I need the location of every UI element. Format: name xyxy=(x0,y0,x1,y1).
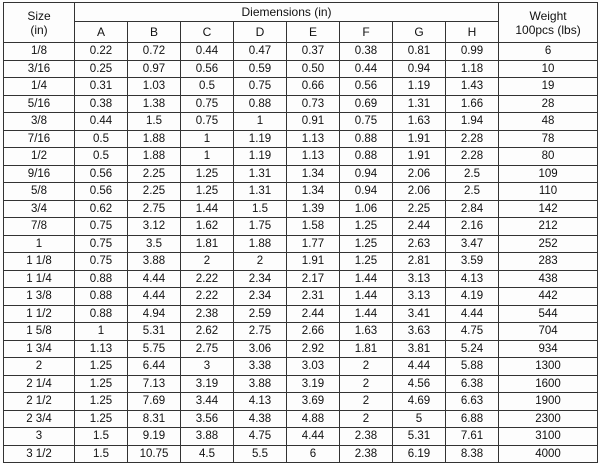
e-cell: 1.39 xyxy=(287,200,340,218)
a-cell: 0.88 xyxy=(75,305,128,323)
b-cell: 0.97 xyxy=(128,60,181,78)
g-cell: 2.44 xyxy=(393,218,446,236)
size-column-header xyxy=(4,3,75,43)
e-cell: 0.66 xyxy=(287,78,340,96)
column-header-c: C xyxy=(181,22,234,43)
size-cell: 2 1/4 xyxy=(4,375,75,393)
g-cell: 4.44 xyxy=(393,358,446,376)
h-cell: 1.43 xyxy=(446,78,499,96)
b-cell: 0.72 xyxy=(128,43,181,61)
weight-cell: 142 xyxy=(499,200,598,218)
size-cell: 1 xyxy=(4,235,75,253)
a-cell: 0.88 xyxy=(75,270,128,288)
b-cell: 8.31 xyxy=(128,410,181,428)
d-cell: 0.59 xyxy=(234,60,287,78)
weight-cell: 6 xyxy=(499,43,598,61)
c-cell: 1 xyxy=(181,130,234,148)
size-cell: 2 1/2 xyxy=(4,393,75,411)
weight-cell: 78 xyxy=(499,130,598,148)
weight-cell: 283 xyxy=(499,253,598,271)
c-cell: 3.44 xyxy=(181,393,234,411)
f-cell: 0.94 xyxy=(340,165,393,183)
d-cell: 0.75 xyxy=(234,78,287,96)
table-row xyxy=(4,428,598,446)
d-cell: 1.31 xyxy=(234,183,287,201)
g-cell: 1.91 xyxy=(393,148,446,166)
b-cell: 1.88 xyxy=(128,130,181,148)
e-cell: 3.69 xyxy=(287,393,340,411)
size-cell: 9/16 xyxy=(4,165,75,183)
g-cell: 0.94 xyxy=(393,60,446,78)
f-cell: 1.25 xyxy=(340,235,393,253)
f-cell: 1.63 xyxy=(340,323,393,341)
d-cell: 3.88 xyxy=(234,375,287,393)
c-cell: 2 xyxy=(181,253,234,271)
b-cell: 2.25 xyxy=(128,165,181,183)
size-cell: 3/16 xyxy=(4,60,75,78)
table-row xyxy=(4,445,598,463)
a-cell: 0.62 xyxy=(75,200,128,218)
h-cell: 3.47 xyxy=(446,235,499,253)
f-cell: 1.44 xyxy=(340,270,393,288)
g-cell: 3.13 xyxy=(393,288,446,306)
table-row xyxy=(4,270,598,288)
table-header xyxy=(4,3,598,43)
g-cell: 6.19 xyxy=(393,445,446,463)
f-cell: 0.44 xyxy=(340,60,393,78)
f-cell: 1.06 xyxy=(340,200,393,218)
b-cell: 1.88 xyxy=(128,148,181,166)
c-cell: 0.5 xyxy=(181,78,234,96)
g-cell: 2.06 xyxy=(393,183,446,201)
b-cell: 4.44 xyxy=(128,288,181,306)
weight-cell: 4000 xyxy=(499,445,598,463)
size-cell: 2 3/4 xyxy=(4,410,75,428)
c-cell: 2.75 xyxy=(181,340,234,358)
table-row xyxy=(4,60,598,78)
b-cell: 6.44 xyxy=(128,358,181,376)
a-cell: 0.56 xyxy=(75,183,128,201)
size-cell: 2 xyxy=(4,358,75,376)
b-cell: 1.03 xyxy=(128,78,181,96)
weight-cell: 704 xyxy=(499,323,598,341)
f-cell: 1.44 xyxy=(340,288,393,306)
g-cell: 0.81 xyxy=(393,43,446,61)
h-cell: 5.88 xyxy=(446,358,499,376)
f-cell: 1.44 xyxy=(340,305,393,323)
f-cell: 0.69 xyxy=(340,95,393,113)
size-cell: 5/8 xyxy=(4,183,75,201)
c-cell: 4.5 xyxy=(181,445,234,463)
b-cell: 2.25 xyxy=(128,183,181,201)
g-cell: 4.56 xyxy=(393,375,446,393)
a-cell: 0.44 xyxy=(75,113,128,131)
weight-cell: 80 xyxy=(499,148,598,166)
b-cell: 9.19 xyxy=(128,428,181,446)
b-cell: 5.31 xyxy=(128,323,181,341)
a-cell: 1.13 xyxy=(75,340,128,358)
size-cell: 7/16 xyxy=(4,130,75,148)
g-cell: 3.13 xyxy=(393,270,446,288)
weight-cell: 1600 xyxy=(499,375,598,393)
b-cell: 7.13 xyxy=(128,375,181,393)
size-cell: 1/4 xyxy=(4,78,75,96)
table-row xyxy=(4,183,598,201)
h-cell: 2.5 xyxy=(446,165,499,183)
h-cell: 6.63 xyxy=(446,393,499,411)
h-cell: 4.13 xyxy=(446,270,499,288)
f-cell: 2 xyxy=(340,393,393,411)
h-cell: 7.61 xyxy=(446,428,499,446)
e-cell: 0.73 xyxy=(287,95,340,113)
table-row xyxy=(4,323,598,341)
e-cell: 1.77 xyxy=(287,235,340,253)
h-cell: 2.16 xyxy=(446,218,499,236)
g-cell: 5 xyxy=(393,410,446,428)
column-header-b: B xyxy=(128,22,181,43)
c-cell: 2.38 xyxy=(181,305,234,323)
c-cell: 1.62 xyxy=(181,218,234,236)
c-cell: 0.75 xyxy=(181,113,234,131)
b-cell: 4.94 xyxy=(128,305,181,323)
weight-cell: 28 xyxy=(499,95,598,113)
d-cell: 1.19 xyxy=(234,130,287,148)
h-cell: 2.5 xyxy=(446,183,499,201)
h-cell: 4.75 xyxy=(446,323,499,341)
a-cell: 0.25 xyxy=(75,60,128,78)
weight-cell: 212 xyxy=(499,218,598,236)
d-cell: 0.47 xyxy=(234,43,287,61)
weight-cell: 10 xyxy=(499,60,598,78)
e-cell: 4.44 xyxy=(287,428,340,446)
f-cell: 0.88 xyxy=(340,130,393,148)
h-cell: 6.38 xyxy=(446,375,499,393)
g-cell: 3.63 xyxy=(393,323,446,341)
c-cell: 2.62 xyxy=(181,323,234,341)
c-cell: 0.56 xyxy=(181,60,234,78)
weight-cell: 544 xyxy=(499,305,598,323)
e-cell: 2.31 xyxy=(287,288,340,306)
column-header-g: G xyxy=(393,22,446,43)
d-cell: 2.59 xyxy=(234,305,287,323)
f-cell: 1.25 xyxy=(340,218,393,236)
weight-cell: 48 xyxy=(499,113,598,131)
size-cell: 3 1/2 xyxy=(4,445,75,463)
a-cell: 1.5 xyxy=(75,428,128,446)
weight-cell: 934 xyxy=(499,340,598,358)
c-cell: 1.25 xyxy=(181,165,234,183)
h-cell: 5.24 xyxy=(446,340,499,358)
c-cell: 1.81 xyxy=(181,235,234,253)
dimensions-table xyxy=(3,2,598,463)
a-cell: 1.25 xyxy=(75,410,128,428)
e-cell: 0.50 xyxy=(287,60,340,78)
d-cell: 2.34 xyxy=(234,288,287,306)
e-cell: 3.03 xyxy=(287,358,340,376)
weight-cell: 1900 xyxy=(499,393,598,411)
g-cell: 1.63 xyxy=(393,113,446,131)
d-cell: 3.06 xyxy=(234,340,287,358)
d-cell: 2 xyxy=(234,253,287,271)
g-cell: 1.31 xyxy=(393,95,446,113)
weight-cell: 1300 xyxy=(499,358,598,376)
d-cell: 1.88 xyxy=(234,235,287,253)
h-cell: 3.59 xyxy=(446,253,499,271)
d-cell: 1 xyxy=(234,113,287,131)
c-cell: 0.44 xyxy=(181,43,234,61)
h-cell: 4.44 xyxy=(446,305,499,323)
a-cell: 0.38 xyxy=(75,95,128,113)
c-cell: 3.56 xyxy=(181,410,234,428)
b-cell: 5.75 xyxy=(128,340,181,358)
e-cell: 0.37 xyxy=(287,43,340,61)
g-cell: 2.63 xyxy=(393,235,446,253)
table-row xyxy=(4,305,598,323)
f-cell: 0.88 xyxy=(340,148,393,166)
g-cell: 2.25 xyxy=(393,200,446,218)
e-cell: 2.44 xyxy=(287,305,340,323)
e-cell: 1.91 xyxy=(287,253,340,271)
a-cell: 0.5 xyxy=(75,130,128,148)
d-cell: 2.34 xyxy=(234,270,287,288)
b-cell: 3.5 xyxy=(128,235,181,253)
f-cell: 2 xyxy=(340,410,393,428)
weight-cell: 438 xyxy=(499,270,598,288)
size-cell: 1 3/8 xyxy=(4,288,75,306)
g-cell: 3.41 xyxy=(393,305,446,323)
a-cell: 0.88 xyxy=(75,288,128,306)
d-cell: 1.5 xyxy=(234,200,287,218)
c-cell: 3 xyxy=(181,358,234,376)
e-cell: 0.91 xyxy=(287,113,340,131)
size-cell: 1/2 xyxy=(4,148,75,166)
e-cell: 1.58 xyxy=(287,218,340,236)
size-cell: 5/16 xyxy=(4,95,75,113)
a-cell: 0.22 xyxy=(75,43,128,61)
table-row xyxy=(4,130,598,148)
size-unit: (in) xyxy=(30,22,48,37)
weight-cell: 109 xyxy=(499,165,598,183)
g-cell: 1.91 xyxy=(393,130,446,148)
e-cell: 1.13 xyxy=(287,148,340,166)
table-body xyxy=(4,43,598,463)
d-cell: 0.88 xyxy=(234,95,287,113)
d-cell: 3.38 xyxy=(234,358,287,376)
a-cell: 0.75 xyxy=(75,253,128,271)
weight-cell: 3100 xyxy=(499,428,598,446)
size-cell: 1 5/8 xyxy=(4,323,75,341)
header-row-top xyxy=(4,3,598,22)
a-cell: 1.25 xyxy=(75,375,128,393)
table-row xyxy=(4,375,598,393)
b-cell: 10.75 xyxy=(128,445,181,463)
size-cell: 1 3/4 xyxy=(4,340,75,358)
table-row xyxy=(4,95,598,113)
a-cell: 1.25 xyxy=(75,393,128,411)
a-cell: 1.5 xyxy=(75,445,128,463)
weight-cell: 19 xyxy=(499,78,598,96)
table-row xyxy=(4,200,598,218)
table-row xyxy=(4,340,598,358)
e-cell: 1.13 xyxy=(287,130,340,148)
b-cell: 4.44 xyxy=(128,270,181,288)
h-cell: 1.66 xyxy=(446,95,499,113)
column-header-h: H xyxy=(446,22,499,43)
size-cell: 1 1/2 xyxy=(4,305,75,323)
size-cell: 1/8 xyxy=(4,43,75,61)
column-header-a: A xyxy=(75,22,128,43)
table-row xyxy=(4,393,598,411)
weight-column-header xyxy=(499,3,598,43)
e-cell: 1.34 xyxy=(287,183,340,201)
b-cell: 7.69 xyxy=(128,393,181,411)
h-cell: 0.99 xyxy=(446,43,499,61)
c-cell: 1.25 xyxy=(181,183,234,201)
f-cell: 2.38 xyxy=(340,428,393,446)
size-cell: 3/4 xyxy=(4,200,75,218)
b-cell: 1.38 xyxy=(128,95,181,113)
f-cell: 2 xyxy=(340,375,393,393)
d-cell: 4.75 xyxy=(234,428,287,446)
table-row xyxy=(4,288,598,306)
f-cell: 0.75 xyxy=(340,113,393,131)
g-cell: 5.31 xyxy=(393,428,446,446)
c-cell: 3.88 xyxy=(181,428,234,446)
size-cell: 7/8 xyxy=(4,218,75,236)
table-row xyxy=(4,78,598,96)
dimensions-group-header: Diemensions (in) xyxy=(75,3,499,22)
a-cell: 1.25 xyxy=(75,358,128,376)
e-cell: 3.19 xyxy=(287,375,340,393)
weight-cell: 110 xyxy=(499,183,598,201)
d-cell: 1.75 xyxy=(234,218,287,236)
a-cell: 0.75 xyxy=(75,235,128,253)
f-cell: 0.94 xyxy=(340,183,393,201)
column-header-f: F xyxy=(340,22,393,43)
d-cell: 5.5 xyxy=(234,445,287,463)
f-cell: 2.38 xyxy=(340,445,393,463)
column-header-e: E xyxy=(287,22,340,43)
e-cell: 2.17 xyxy=(287,270,340,288)
size-cell: 3 xyxy=(4,428,75,446)
a-cell: 0.31 xyxy=(75,78,128,96)
size-label: Size xyxy=(27,8,51,23)
f-cell: 0.56 xyxy=(340,78,393,96)
f-cell: 1.25 xyxy=(340,253,393,271)
table-row xyxy=(4,113,598,131)
h-cell: 2.28 xyxy=(446,148,499,166)
e-cell: 4.88 xyxy=(287,410,340,428)
table-row xyxy=(4,148,598,166)
a-cell: 0.75 xyxy=(75,218,128,236)
table-row xyxy=(4,410,598,428)
size-cell: 1 1/8 xyxy=(4,253,75,271)
h-cell: 1.94 xyxy=(446,113,499,131)
b-cell: 1.5 xyxy=(128,113,181,131)
f-cell: 0.38 xyxy=(340,43,393,61)
b-cell: 3.12 xyxy=(128,218,181,236)
b-cell: 2.75 xyxy=(128,200,181,218)
table-row xyxy=(4,253,598,271)
g-cell: 1.19 xyxy=(393,78,446,96)
c-cell: 0.75 xyxy=(181,95,234,113)
d-cell: 2.75 xyxy=(234,323,287,341)
e-cell: 2.92 xyxy=(287,340,340,358)
weight-cell: 252 xyxy=(499,235,598,253)
table-row xyxy=(4,235,598,253)
b-cell: 3.88 xyxy=(128,253,181,271)
a-cell: 0.5 xyxy=(75,148,128,166)
g-cell: 2.81 xyxy=(393,253,446,271)
c-cell: 3.19 xyxy=(181,375,234,393)
h-cell: 6.88 xyxy=(446,410,499,428)
weight-label: Weight xyxy=(529,8,567,23)
d-cell: 4.13 xyxy=(234,393,287,411)
h-cell: 2.84 xyxy=(446,200,499,218)
h-cell: 1.18 xyxy=(446,60,499,78)
g-cell: 4.69 xyxy=(393,393,446,411)
g-cell: 2.06 xyxy=(393,165,446,183)
weight-cell: 2300 xyxy=(499,410,598,428)
size-cell: 3/8 xyxy=(4,113,75,131)
c-cell: 2.22 xyxy=(181,270,234,288)
table-row xyxy=(4,218,598,236)
e-cell: 6 xyxy=(287,445,340,463)
table-row xyxy=(4,43,598,61)
a-cell: 1 xyxy=(75,323,128,341)
h-cell: 8.38 xyxy=(446,445,499,463)
size-cell: 1 1/4 xyxy=(4,270,75,288)
f-cell: 2 xyxy=(340,358,393,376)
table-row xyxy=(4,165,598,183)
weight-cell: 442 xyxy=(499,288,598,306)
weight-unit: 100pcs (lbs) xyxy=(515,22,581,37)
g-cell: 3.81 xyxy=(393,340,446,358)
f-cell: 1.81 xyxy=(340,340,393,358)
c-cell: 1 xyxy=(181,148,234,166)
a-cell: 0.56 xyxy=(75,165,128,183)
h-cell: 4.19 xyxy=(446,288,499,306)
table-row xyxy=(4,358,598,376)
d-cell: 1.31 xyxy=(234,165,287,183)
d-cell: 4.38 xyxy=(234,410,287,428)
d-cell: 1.19 xyxy=(234,148,287,166)
e-cell: 2.66 xyxy=(287,323,340,341)
c-cell: 1.44 xyxy=(181,200,234,218)
column-header-d: D xyxy=(234,22,287,43)
h-cell: 2.28 xyxy=(446,130,499,148)
e-cell: 1.34 xyxy=(287,165,340,183)
c-cell: 2.22 xyxy=(181,288,234,306)
